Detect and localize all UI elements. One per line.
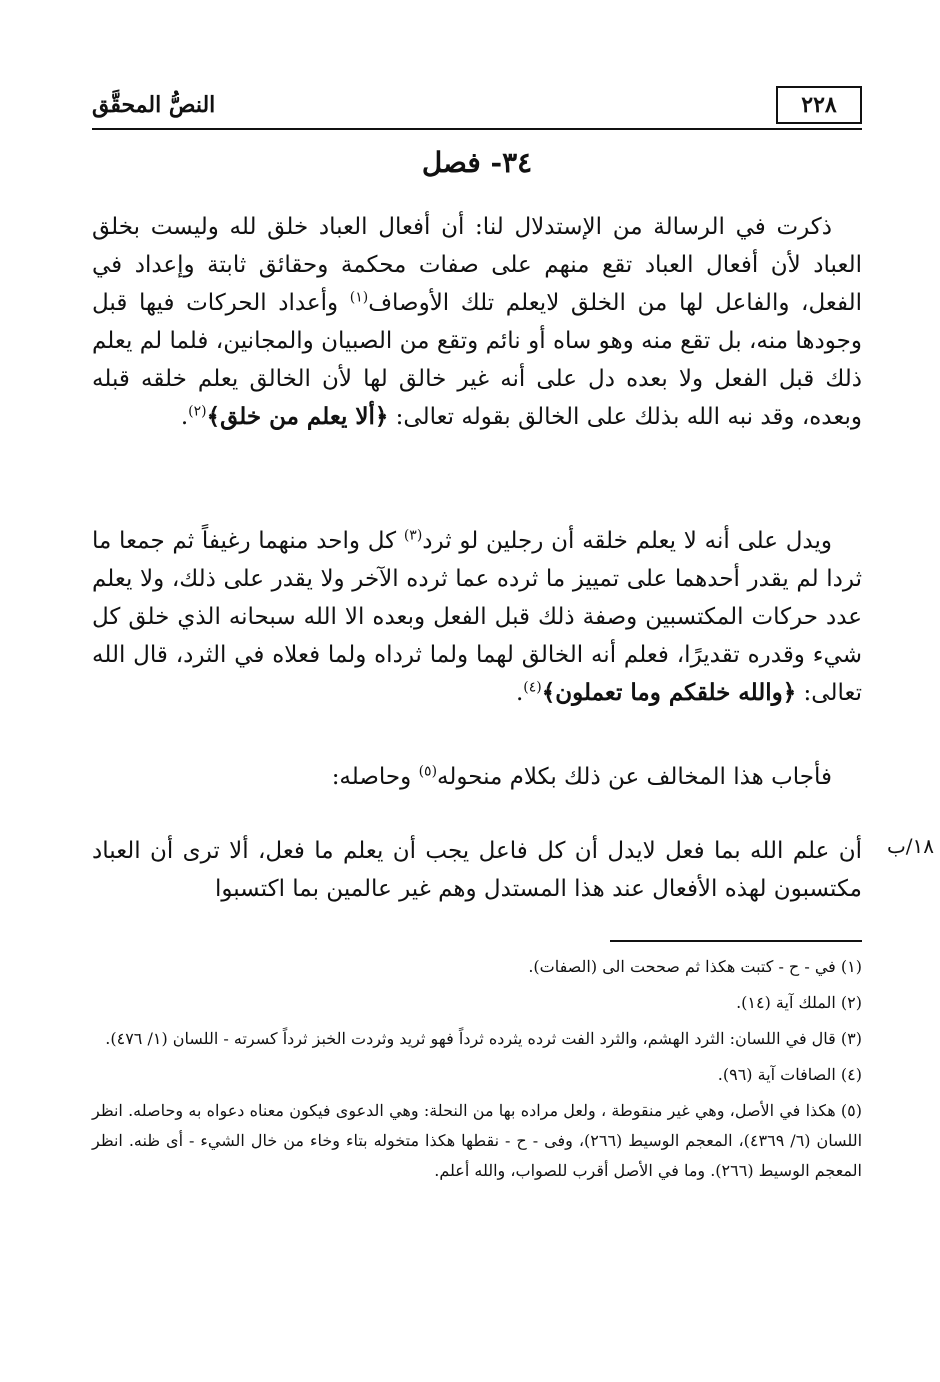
footnotes [92, 952, 862, 1192]
page-header [92, 86, 862, 130]
footnote-ref: (٤) [523, 679, 542, 696]
footnote-ref: (٥) [418, 763, 438, 780]
footnote-3: (٣) قال في اللسان: الثرد الهشم، والثرد الفت ثرده يثرده ثرداً فهو ثريد وثردت الخبز ثرداً كسرته - اللسان (١/ ٤٧٦). [105, 1029, 862, 1048]
footnote-2: (٢) الملك آية (١٤). [736, 993, 862, 1012]
footnote-ref: (٢) [188, 403, 207, 420]
header-rule [92, 128, 862, 130]
paragraph-3 [92, 758, 862, 796]
running-title: النصُّ المحقَّق [92, 92, 216, 118]
paragraph-text: أن علم الله بما فعل لايدل أن كل فاعل يجب أن يعلم ما فعل، ألا ترى أن العباد مكتسبون لهذه الأفعال عند هذا المستدل وهم غير عالمين بما اكتسبوا [92, 838, 862, 902]
footnote-1: (١) في - ح - كتبت هكذا ثم صححت الى (الصفات). [528, 957, 862, 976]
paragraph-text: ذكرت في الرسالة من الإستدلال لنا: أن أفعال العباد خلق لله وليست بخلق العباد لأن أفعال العباد تقع منهم على صفات محكمة وحقائق ثابتة وإعداد في الفعل، والفاعل لها من الخلق لايعلم تلك الأوصاف [92, 214, 862, 316]
paragraph-4 [92, 832, 862, 908]
section-title: ٣٤- فصل [421, 146, 533, 179]
footnote-ref: (١) [349, 289, 369, 306]
paragraph-1 [92, 208, 862, 436]
paragraph-text: كل واحد منهما رغيفاً ثم جمعا ما ثردا لم يقدر أحدهما على تمييز ما ثرده عما ثرده الآخر ولا يقدر على ذلك، ولا يعلم عدد حركات المكتسبين وصفة ذلك قبل الفعل وبعده الا الله سبحانه الذي خلق كل شيء وقدره تقديرًا، فعلم أنه الخالق لهما ولما ثرداه ولما فعلاه في الثرد، قال الله تعالى: [92, 528, 862, 706]
quran-verse: ﴿والله خلقكم وما تعملون﴾ [541, 679, 797, 706]
quran-verse: ﴿ألا يعلم من خلق﴾ [206, 403, 389, 430]
paragraph-text: وحاصله: [331, 764, 419, 790]
footnote-5: (٥) هكذا في الأصل، وهي غير منقوطة ، ولعل مراده بها من النحلة: وهي الدعوى فيكون معناه دعواه به وحاصله. انظر اللسان (٦/ ٤٣٦٩)، المعجم الوسيط (٢٦٦)، وفى - ح - نقطها هكذا متخوله بتاء وخاء من خال الشيء - أى ظنه. انظر المعجم الوسيط (٢٦٦). وما في الأصل أقرب للصواب، والله أعلم. [92, 1101, 863, 1180]
paragraph-text: ويدل على أنه لا يعلم خلقه أن رجلين لو ثرد [422, 528, 832, 554]
footnote-separator [610, 940, 862, 942]
manuscript-folio-note: ١٨/ب [886, 834, 934, 858]
paragraph-text: وأعداد الحركات فيها قبل وجودها منه، بل تقع منه وهو ساه أو نائم وتقع من الصبيان والمجانين، فلما لم يعلم ذلك قبل الفعل ولا بعده دل على أنه غير خالق لها لأن الخالق يعلم خلقه قبله وبعده، وقد نبه الله بذلك على الخالق بقوله تعالى: [92, 290, 862, 430]
paragraph-end: . [515, 680, 524, 706]
page-number: ٢٢٨ [776, 86, 862, 124]
footnote-ref: (٣) [403, 527, 423, 544]
paragraph-end: . [180, 404, 189, 430]
paragraph-text: فأجاب هذا المخالف عن ذلك بكلام منحوله [437, 764, 832, 790]
footnote-4: (٤) الصافات آية (٩٦). [717, 1065, 862, 1084]
paragraph-2 [92, 522, 862, 712]
